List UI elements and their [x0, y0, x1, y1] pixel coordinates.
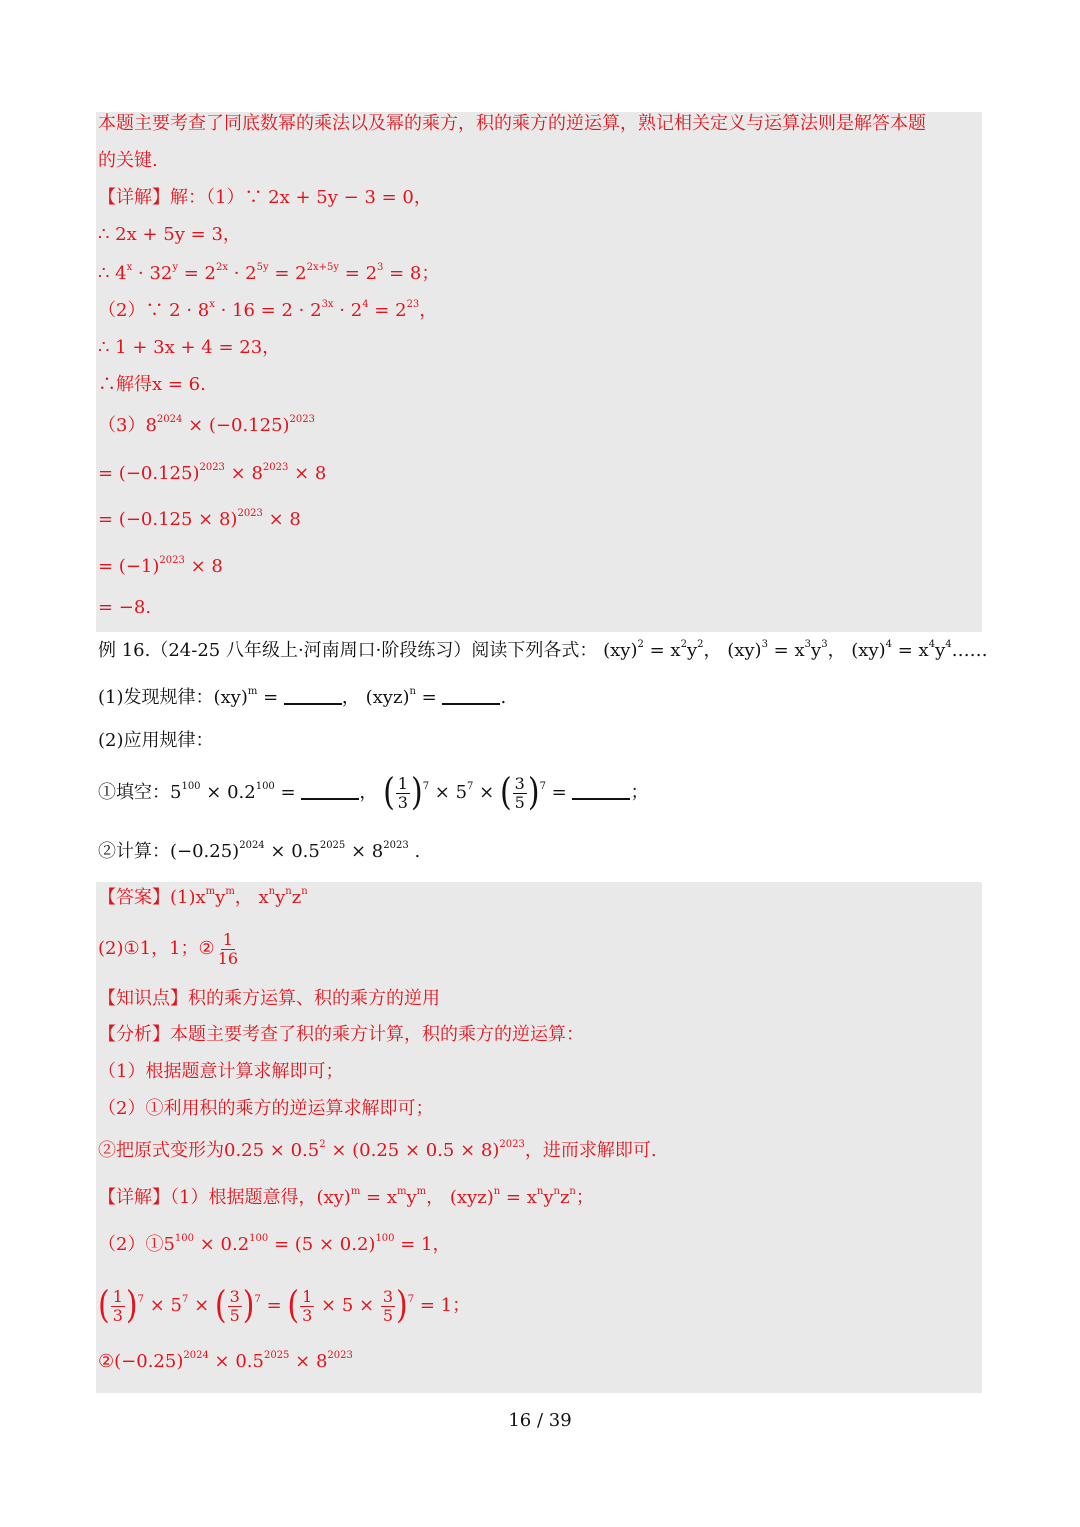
- question-1-label: (1)发现规律：: [98, 687, 214, 708]
- detail-line-2: ∴ 2x + 5y = 3，: [98, 224, 241, 245]
- calc-label: ②计算：: [98, 841, 170, 862]
- detail-line-1: [98, 186, 432, 210]
- example-title: 例 16.（24-25 八年级上·河南周口·阶段练习）阅读下列各式： $(xy)^2 = x^2y^2$， $(xy)^3 = x^3y^3$， $(xy)^4 = x^4y^4\dots\dots$: [98, 639, 988, 661]
- answer-part-1: (1): [170, 887, 196, 908]
- detail2-line-2: $(2)①5^{100} \times 0.2^{100} = (5 \times 0.2)^{100} = 1$，: [98, 1233, 451, 1255]
- answer-line-1: 【答案】$(1)x^my^m$， $x^ny^nz^n$: [98, 886, 308, 908]
- detail-step-1: 解：（1）∵ 2x + 5y − 3 = 0，: [170, 187, 432, 208]
- detail-line-7: $(3)8^{2024} \times (-0.125)^{2023}$: [98, 414, 315, 436]
- detail2-line-4-prefix: ②: [98, 1351, 115, 1372]
- detail-line-10: = $(-1)^{2023} \times 8$: [98, 555, 223, 577]
- answer-tag: 【答案】: [98, 887, 170, 908]
- detail-line-9: = $(-0.125 \times 8)^{2023} \times 8$: [98, 508, 301, 530]
- answer-part-2: (2)①1，1；②: [98, 938, 215, 959]
- detail2-line-1-prefix: （1）根据题意得，: [170, 1187, 317, 1208]
- detail-line-8: = $(-0.125)^{2023} \times 8^{2023} \times 8$: [98, 462, 327, 484]
- knowledge-line: [98, 987, 440, 1011]
- detail-line-5: ∴ 1 + 3x + 4 = 23，: [98, 337, 281, 358]
- knowledge-tag: 【知识点】: [98, 988, 188, 1009]
- question-2-calc: ②计算：$(-0.25)^{2024} \times 0.5^{2025} \times 8^{2023}$ .: [98, 840, 421, 862]
- blank-2[interactable]: [442, 687, 500, 705]
- detail-line-4: （2）∵ $2 \cdot 8^x \cdot 16 = 2 \cdot 2^{3x} \cdot 2^4 = 2^{23}$，: [98, 299, 438, 321]
- intro-line-1: 本题主要考查了同底数幂的乘法以及幂的乘方，积的乘方的逆运算，熟记相关定义与运算法则是解答本题: [98, 113, 926, 134]
- blank-4[interactable]: [572, 782, 630, 800]
- analysis-text: 本题主要考查了积的乘方计算，积的乘方的逆运算：: [170, 1024, 584, 1045]
- question-2-fill: ①填空：$5^{100} \times 0.2^{100}$ = ， ( $\frac{1}{3}$ )$^7 \times 5^7$ × ( $\frac{3}{5}$ )$^7$ = ；: [98, 770, 649, 815]
- blank-3[interactable]: [301, 782, 359, 800]
- knowledge-text: 积的乘方运算、积的乘方的逆用: [188, 988, 440, 1009]
- detail2-line-4: $②(-0.25)^{2024} \times 0.5^{2025} \times 8^{2023}$: [98, 1350, 353, 1372]
- question-2-label: (2)应用规律：: [98, 730, 214, 751]
- detail2-tag: 【详解】: [98, 1187, 170, 1208]
- analysis-step-3: ②把原式变形为$0.25 \times 0.5^2 \times (0.25 \times 0.5 \times 8)^{2023}$，进而求解即可.: [98, 1139, 657, 1161]
- answer-frac-num: 1: [222, 929, 233, 949]
- detail-line-11: = −8.: [98, 597, 152, 618]
- detail-line-3: ∴ $4^x \cdot 32^y = 2^{2x} \cdot 2^{5y} = 2^{2x+5y} = 2^3 = 8$；: [98, 262, 440, 284]
- intro-line-2: 的关键.: [98, 150, 158, 171]
- fill-label: ①填空：: [98, 782, 170, 803]
- analysis-step-1: （1）根据题意计算求解即可；: [98, 1061, 344, 1082]
- blank-1[interactable]: [284, 687, 342, 705]
- detail2-line-2-prefix: （2）①: [98, 1234, 164, 1255]
- detail2-line-1: 【详解】（1）根据题意得，$(xy)^m = x^my^m$， $(xyz)^n = x^ny^nz^n$；: [98, 1186, 594, 1208]
- question-1: (1)发现规律：(xy)$^m$ = ， (xyz)$^n$ = .: [98, 686, 507, 708]
- detail-line-6: ∴解得x = 6.: [98, 374, 206, 395]
- analysis-step-3-suffix: ，进而求解即可.: [524, 1140, 657, 1161]
- analysis-step-3-prefix: ②把原式变形为: [98, 1140, 224, 1161]
- analysis-line: [98, 1023, 584, 1047]
- example-title-text: 例 16.（24-25 八年级上·河南周口·阶段练习）阅读下列各式：: [98, 640, 598, 661]
- detail2-line-3: ( $\frac{1}{3}$ )$^7 \times 5^7$ × ( $\frac{3}{5}$ )$^7$ = ( $\frac{1}{3}$ × 5 × $\frac{3}{5}$ )$^7$ = 1；: [98, 1283, 471, 1328]
- page-number: 16 / 39: [508, 1410, 572, 1431]
- answer-line-2: [98, 926, 241, 972]
- answer-frac-den: 16: [217, 948, 239, 968]
- detail-tag: 【详解】: [98, 187, 170, 208]
- analysis-tag: 【分析】: [98, 1024, 170, 1045]
- analysis-step-2: （2）①利用积的乘方的逆运算求解即可；: [98, 1098, 434, 1119]
